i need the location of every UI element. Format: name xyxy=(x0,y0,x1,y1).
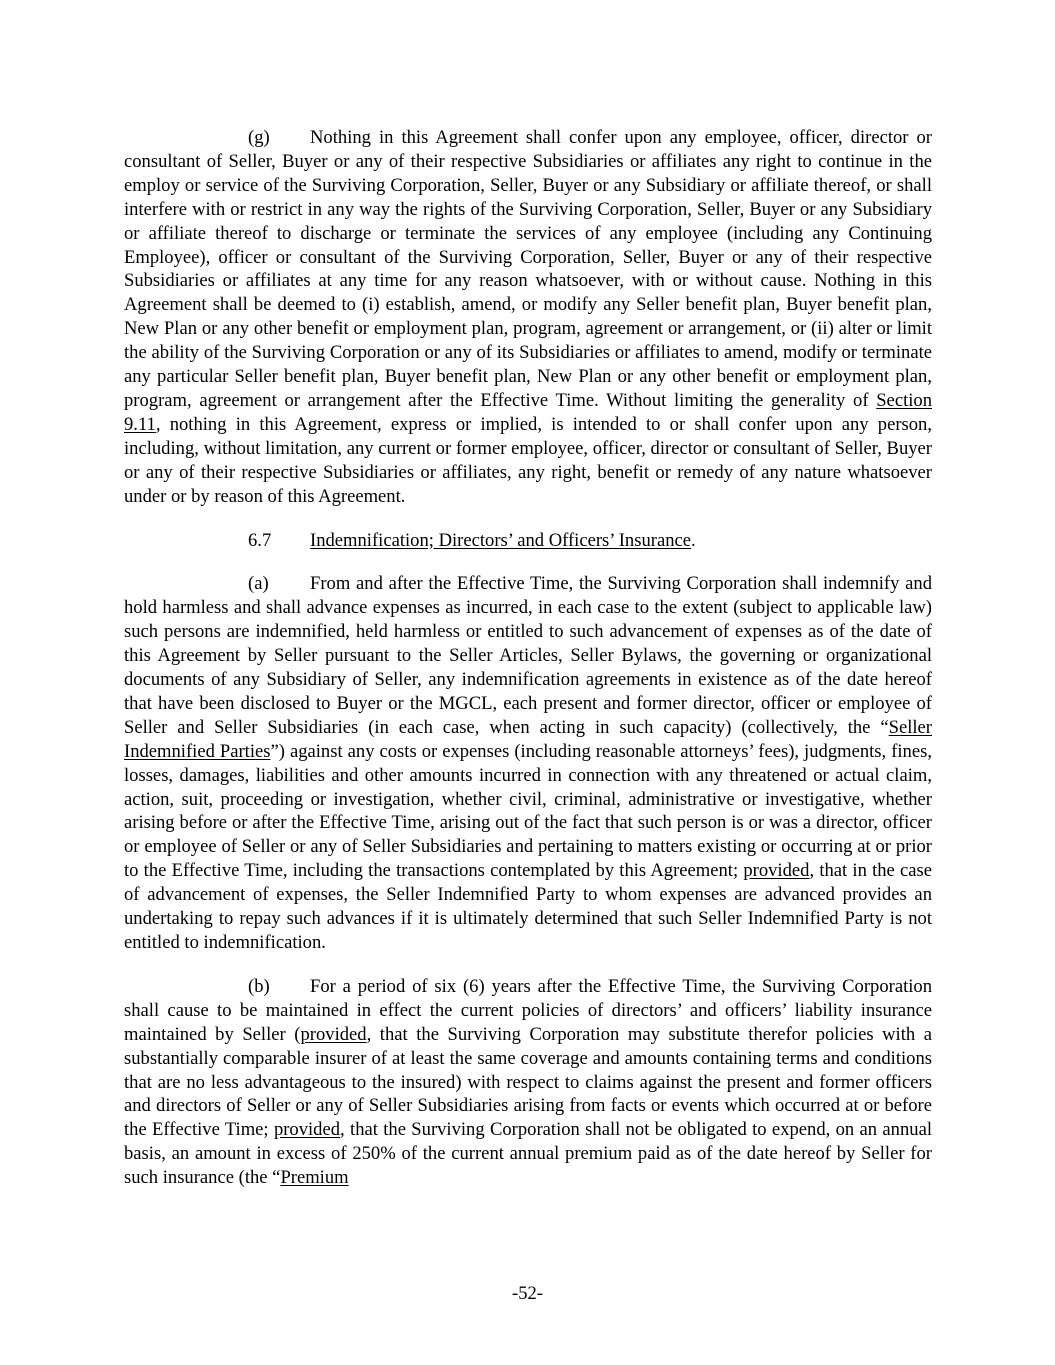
paragraph-a-text-1: From and after the Effective Time, the Surviving Corporation shall indemnify and hold harmless and shall advance expenses as incurred, in each case to the extent (subject to applicable law) such persons are indemnified, held harmless or entitled to such advancement of expenses as of the date of this Agreement by Seller pursuant to the Seller Articles, Seller Bylaws, the governing or organizational documents of any Subsidiary of Seller, any indemnification agreements in existence as of the date hereof that have been disclosed to Buyer or the MGCL, each present and former director, officer or employee of Seller and Seller Subsidiaries (in each case, when acting in such capacity) (collectively, the “ xyxy=(124,573,932,738)
provided-term-2: provided xyxy=(273,1119,341,1141)
enum-g: (g) xyxy=(248,127,270,148)
enum-b: (b) xyxy=(248,975,270,997)
paragraph-a-text-3: , that in the case of advancement of expenses, the Seller Indemnified Party to whom expenses are advanced provides an undertaking to repay such advances if it is ultimately determined that such Seller Indemnified Party is not entitled to indemnification. xyxy=(124,860,933,953)
enum-a: (a) xyxy=(248,573,269,595)
section-number: 6.7 xyxy=(248,529,272,551)
section-reference-link[interactable]: Section 9.11 xyxy=(124,389,932,435)
paragraph-b-text-3: , that the Surviving Corporation shall not be obligated to expend, on an annual basis, an amount in excess of 250% of the current annual premium paid as of the date hereof by Seller for such insurance (the “ xyxy=(124,1119,932,1189)
page-number: -52- xyxy=(512,1283,543,1304)
provided-term-1: provided xyxy=(300,1023,367,1045)
paragraph-g xyxy=(124,126,932,509)
paragraph-b xyxy=(124,975,932,1190)
paragraph-b-text-1: For a period of six (6) years after the Effective Time, the Surviving Corporation shall cause to be maintained in effect the current policies of directors’ and officers’ liability insurance maintained by Seller ( xyxy=(124,975,932,1045)
paragraph-a xyxy=(124,572,932,955)
paragraph-g-text-1: Nothing in this Agreement shall confer upon any employee, officer, director or consultant of Seller, Buyer or any of their respective Subsidiaries or affiliates any right to continue in the employ or service of the Surviving Corporation, Seller, Buyer or any Subsidiary or affiliate thereof, or shall interfere with or restrict in any way the rights of the Surviving Corporation, Seller, Buyer or any Subsidiary or affiliate thereof to discharge or terminate the services of any employee (including any Continuing Employee), officer or consultant of the Surviving Corporation, Seller, Buyer or any of their respective Subsidiaries or affiliates at any time for any reason whatsoever, with or without cause. Nothing in this Agreement shall be deemed to (i) establish, amend, or modify any Seller benefit plan, Buyer benefit plan, New Plan or any other benefit or employment plan, program, agreement or arrangement, or (ii) alter or limit the ability of the Surviving Corporation or any of its Subsidiaries or affiliates to amend, modify or terminate any particular Seller benefit plan, Buyer benefit plan, New Plan or any other benefit or employment plan, program, agreement or arrangement after the Effective Time. Without limiting the generality of xyxy=(124,127,932,411)
defined-term-premium: Premium xyxy=(280,1167,349,1189)
section-title-end: . xyxy=(691,529,696,551)
document-page xyxy=(124,126,932,1210)
defined-term-seller-indemnified-parties: Seller Indemnified Parties xyxy=(124,716,932,762)
provided-term: provided xyxy=(743,860,810,882)
paragraph-g-text-2: , nothing in this Agreement, express or implied, is intended to or shall confer upon any person, including, without limitation, any current or former employee, officer, director or consultant of Seller, Buyer or any of their respective Subsidiaries or affiliates, any right, benefit or remedy of any nature whatsoever under or by reason of this Agreement. xyxy=(124,413,932,507)
section-heading xyxy=(124,529,932,553)
paragraph-b-text-2: , that the Surviving Corporation may substitute therefor policies with a substantially comparable insurer of at least the same coverage and amounts containing terms and conditions that are no less advantageous to the insured) with respect to claims against the present and former officers and directors of Seller or any of Seller Subsidiaries arising from facts or events which occurred at or before the Effective Time; xyxy=(124,1023,932,1141)
paragraph-a-text-2: ”) against any costs or expenses (including reasonable attorneys’ fees), judgments, fines, losses, damages, liabilities and other amounts incurred in connection with any threatened or actual claim, action, suit, proceeding or investigation, whether civil, criminal, administrative or investigative, whether arising before or after the Effective Time, arising out of the fact that such person is or was a director, officer or employee of Seller or any of Seller Subsidiaries and pertaining to matters existing or occurring at or prior to the Effective Time, including the transactions contemplated by this Agreement; xyxy=(124,740,932,882)
section-title: Indemnification; Directors’ and Officers’ Insurance xyxy=(310,529,692,551)
